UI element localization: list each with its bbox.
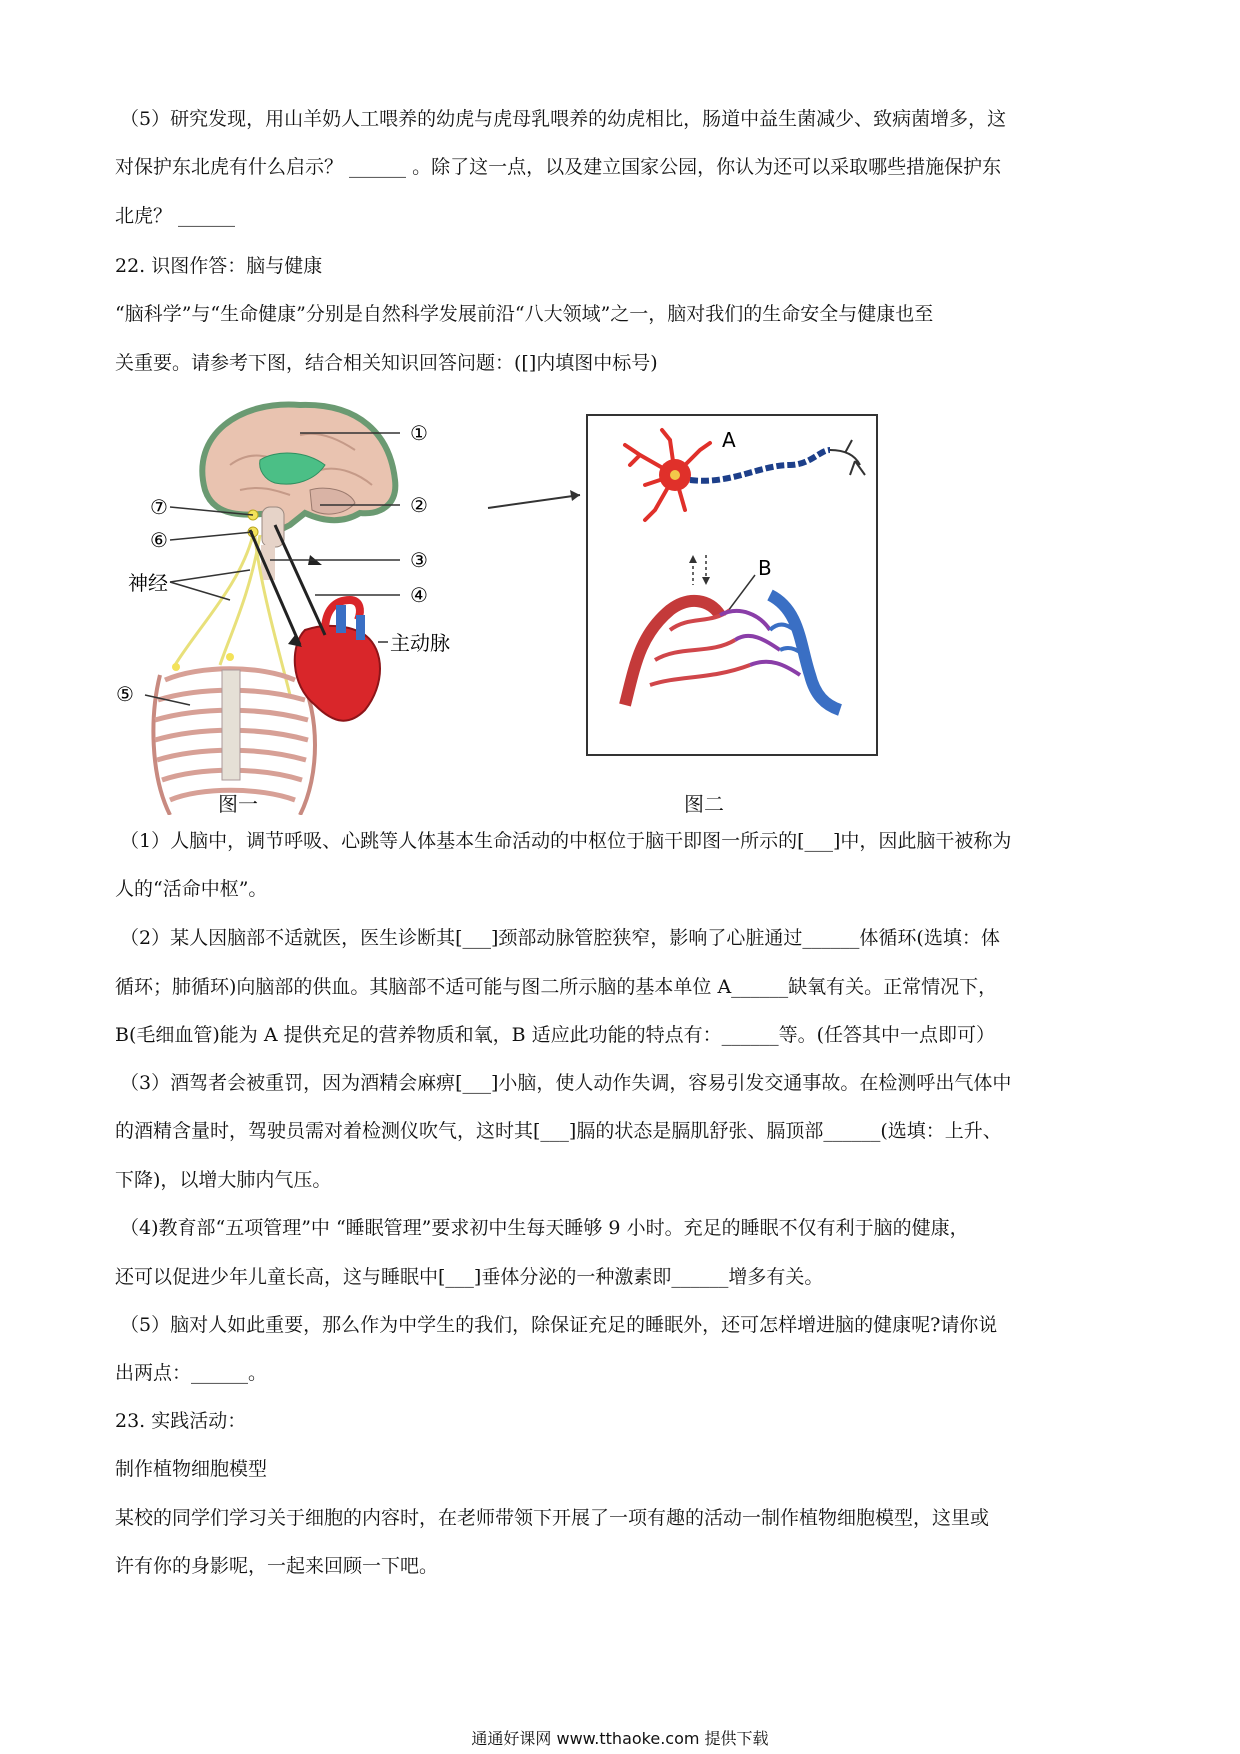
q22-q2-line1: （2）某人因脑部不适就医，医生诊断其[___]颈部动脉管腔狭窄，影响了心脏通过______体循环(选填：体 bbox=[120, 927, 1000, 949]
q22-q4-line1: （4)教育部“五项管理”中 “睡眠管理”要求初中生每天睡够 9 小时。充足的睡眠不仅有利于脑的健康， bbox=[120, 1217, 969, 1239]
figure-one bbox=[116, 405, 450, 815]
q23-title: 23. 实践活动： bbox=[115, 1410, 247, 1432]
fig1-label-6: ⑥ bbox=[150, 528, 168, 552]
q22-q3-line3: 下降)，以增大肺内气压。 bbox=[115, 1169, 332, 1191]
q22-intro-line1: “脑科学”与“生命健康”分别是自然科学发展前沿“八大领域”之一，脑对我们的生命安全与健康也至 bbox=[115, 303, 934, 325]
fig1-label-7: ⑦ bbox=[150, 495, 168, 519]
q22-title: 22. 识图作答：脑与健康 bbox=[115, 255, 323, 277]
q22-intro-line2: 关重要。请参考下图，结合相关知识回答问题：([]内填图中标号) bbox=[115, 352, 658, 374]
q23-line2: 许有你的身影呢，一起来回顾一下吧。 bbox=[115, 1555, 439, 1577]
figure-area bbox=[110, 395, 910, 815]
fig1-label-5: ⑤ bbox=[116, 682, 134, 706]
fig2-caption: 图二 bbox=[684, 792, 724, 816]
figure-two bbox=[587, 415, 877, 755]
q21-p5-line2: 对保护东北虎有什么启示？ ______ 。除了这一点，以及建立国家公园，你认为还可以采取哪些措施保护东 bbox=[115, 156, 1002, 178]
fig1-label-4: ④ bbox=[410, 583, 428, 607]
fig2-label-b: B bbox=[758, 556, 772, 580]
q22-q3-line1: （3）酒驾者会被重罚，因为酒精会麻痹[___]小脑，使人动作失调，容易引发交通事故。在检测呼出气体中 bbox=[120, 1072, 1012, 1094]
page-footer: 通通好课网 www.tthaoke.com 提供下载 bbox=[471, 1729, 769, 1748]
fig1-label-3: ③ bbox=[410, 548, 428, 572]
q22-q1-line1: （1）人脑中，调节呼吸、心跳等人体基本生命活动的中枢位于脑干即图一所示的[___]中，因此脑干被称为 bbox=[120, 830, 1012, 852]
fig1-label-1: ① bbox=[410, 421, 428, 445]
q21-p5-line3: 北虎？ ______ bbox=[115, 205, 236, 227]
q22-q2-line2: 循环；肺循环)向脑部的供血。其脑部不适可能与图二所示脑的基本单位 A______缺氧有关。正常情况下， bbox=[115, 976, 998, 998]
figure-svg bbox=[110, 395, 910, 815]
heart-illustration bbox=[295, 600, 380, 721]
fig1-nerve-label: 神经 bbox=[128, 571, 168, 595]
q22-q3-line2: 的酒精含量时，驾驶员需对着检测仪吹气，这时其[___]膈的状态是膈肌舒张、膈顶部______(选填：上升、 bbox=[115, 1120, 1002, 1142]
q23-subtitle: 制作植物细胞模型 bbox=[115, 1458, 268, 1480]
q22-q1-line2: 人的“活命中枢”。 bbox=[115, 878, 268, 900]
q23-line1: 某校的同学们学习关于细胞的内容时，在老师带领下开展了一项有趣的活动一制作植物细胞模型，这里或 bbox=[115, 1507, 990, 1529]
q22-q5-line2: 出两点：______。 bbox=[115, 1362, 268, 1384]
fig1-label-2: ② bbox=[410, 493, 428, 517]
fig1-aorta-label: 主动脉 bbox=[390, 631, 450, 655]
fig1-caption: 图一 bbox=[218, 792, 258, 816]
q22-q2-line3: B(毛细血管)能为 A 提供充足的营养物质和氧，B 适应此功能的特点有：______等。(任答其中一点即可） bbox=[115, 1024, 996, 1046]
q21-p5-line1: （5）研究发现，用山羊奶人工喂养的幼虎与虎母乳喂养的幼虎相比，肠道中益生菌减少、致病菌增多，这 bbox=[120, 108, 1007, 130]
q22-q4-line2: 还可以促进少年儿童长高，这与睡眠中[___]垂体分泌的一种激素即______增多有关。 bbox=[115, 1266, 824, 1288]
fig2-label-a: A bbox=[722, 428, 736, 452]
q22-q5-line1: （5）脑对人如此重要，那么作为中学生的我们，除保证充足的睡眠外，还可怎样增进脑的健康呢?请你说 bbox=[120, 1314, 998, 1336]
